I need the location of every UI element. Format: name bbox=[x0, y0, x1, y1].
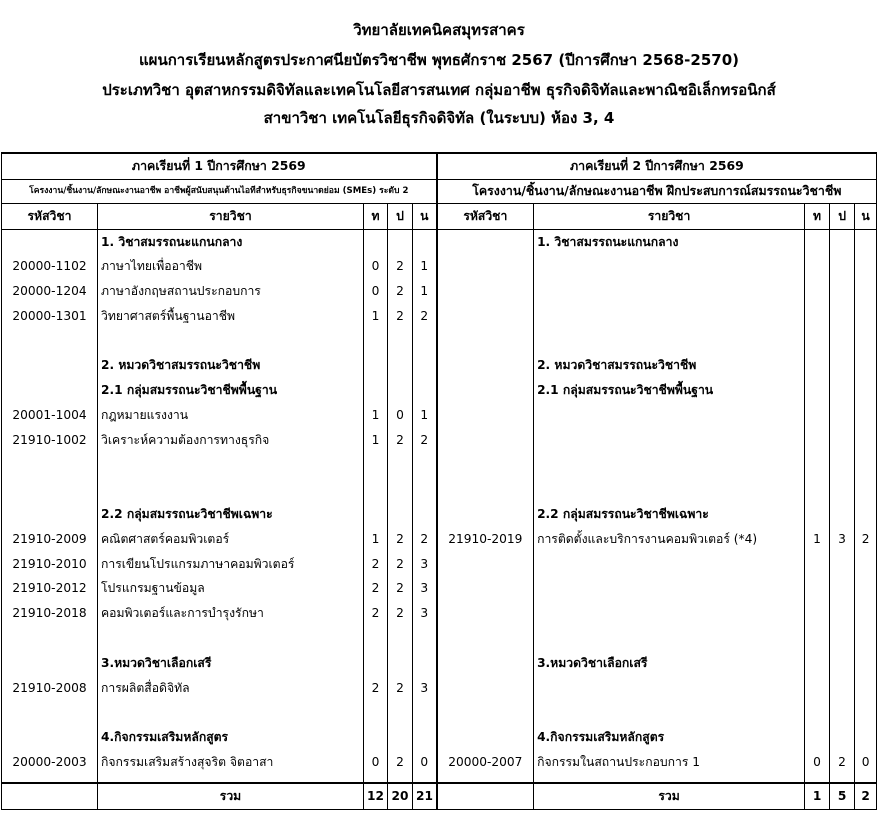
sem1-practice-hours bbox=[388, 353, 413, 378]
sem1-credits bbox=[413, 378, 437, 403]
sem2-course-code bbox=[437, 303, 534, 328]
sem2-course-code: 20000-2007 bbox=[437, 750, 534, 775]
sem1-course-code bbox=[2, 477, 98, 502]
table-row bbox=[2, 477, 877, 502]
sem2-course-name bbox=[534, 477, 805, 502]
sem1-theory-hours bbox=[364, 725, 388, 750]
spacer-cell bbox=[534, 775, 805, 783]
sem1-credits: 0 bbox=[413, 750, 437, 775]
sem1-course-code: 21910-2010 bbox=[2, 551, 98, 576]
sem2-credits bbox=[855, 700, 877, 725]
sem1-course-name bbox=[98, 477, 364, 502]
sem1-credits bbox=[413, 725, 437, 750]
sem2-theory-hours bbox=[805, 452, 830, 477]
table-row bbox=[2, 403, 877, 428]
sem1-theory-hours: 0 bbox=[364, 254, 388, 279]
program-type: ประเภทวิชา อุตสาหกรรมดิจิทัลและเทคโนโลยีสารสนเทศ กลุ่มอาชีพ ธุรกิจดิจิทัลและพาณิชอิเล็กทรอนิกส์ bbox=[102, 81, 776, 99]
sem2-course-name: 2.1 กลุ่มสมรรถนะวิชาชีพพื้นฐาน bbox=[534, 378, 805, 403]
sem1-course-name: 2. หมวดวิชาสมรรถนะวิชาชีพ bbox=[98, 353, 364, 378]
sem2-theory-hours bbox=[805, 378, 830, 403]
sem1-practice-hours: 2 bbox=[388, 551, 413, 576]
sem2-credits bbox=[855, 601, 877, 626]
sem2-theory-hours bbox=[805, 700, 830, 725]
sem2-theory-hours: 1 bbox=[805, 527, 830, 552]
table-row bbox=[2, 502, 877, 527]
sem2-practice-hours bbox=[830, 452, 855, 477]
sem1-course-name: 1. วิชาสมรรถนะแกนกลาง bbox=[98, 229, 364, 254]
col-theory-2: ท bbox=[805, 203, 830, 229]
sem1-credits: 1 bbox=[413, 279, 437, 304]
sem2-practice-hours bbox=[830, 700, 855, 725]
sem1-credits bbox=[413, 452, 437, 477]
sem2-course-name bbox=[534, 626, 805, 651]
semester-2-project: โครงงาน/ชิ้นงาน/ลักษณะงานอาชีพ ฝึกประสบการณ์สมรรถนะวิชาชีพ bbox=[437, 179, 877, 203]
sem1-course-code: 20000-1301 bbox=[2, 303, 98, 328]
table-row bbox=[2, 427, 877, 452]
sem1-theory-hours: 1 bbox=[364, 427, 388, 452]
total-practice-1: 20 bbox=[388, 783, 413, 810]
sem1-course-name bbox=[98, 626, 364, 651]
sem1-course-name: คอมพิวเตอร์และการบำรุงรักษา bbox=[98, 601, 364, 626]
sem2-credits bbox=[855, 651, 877, 676]
sem1-credits bbox=[413, 651, 437, 676]
sem2-practice-hours bbox=[830, 378, 855, 403]
sem2-theory-hours bbox=[805, 725, 830, 750]
table-row bbox=[2, 328, 877, 353]
spacer-row bbox=[2, 775, 877, 783]
sem2-credits bbox=[855, 576, 877, 601]
sem2-course-code bbox=[437, 328, 534, 353]
total-label-2: รวม bbox=[534, 783, 805, 810]
sem2-credits: 0 bbox=[855, 750, 877, 775]
sem1-theory-hours: 2 bbox=[364, 576, 388, 601]
table-row bbox=[2, 750, 877, 775]
sem1-theory-hours bbox=[364, 700, 388, 725]
sem1-practice-hours: 2 bbox=[388, 750, 413, 775]
sem1-course-code bbox=[2, 502, 98, 527]
sem2-course-name: 2.2 กลุ่มสมรรถนะวิชาชีพเฉพาะ bbox=[534, 502, 805, 527]
sem2-credits bbox=[855, 626, 877, 651]
sem2-theory-hours bbox=[805, 229, 830, 254]
sem1-theory-hours: 1 bbox=[364, 403, 388, 428]
sem1-course-name: กฎหมายแรงงาน bbox=[98, 403, 364, 428]
sem2-course-code bbox=[437, 353, 534, 378]
sem2-theory-hours bbox=[805, 254, 830, 279]
sem2-course-name bbox=[534, 601, 805, 626]
table-row bbox=[2, 229, 877, 254]
sem2-credits bbox=[855, 328, 877, 353]
sem1-practice-hours: 2 bbox=[388, 254, 413, 279]
sem1-credits: 3 bbox=[413, 601, 437, 626]
sem1-course-code: 20000-1204 bbox=[2, 279, 98, 304]
spacer-cell bbox=[437, 775, 534, 783]
sem2-course-name bbox=[534, 452, 805, 477]
sem2-theory-hours bbox=[805, 601, 830, 626]
sem2-practice-hours bbox=[830, 502, 855, 527]
study-plan-table bbox=[1, 152, 877, 810]
sem1-course-code: 21910-2018 bbox=[2, 601, 98, 626]
sem2-practice-hours bbox=[830, 303, 855, 328]
sem2-credits bbox=[855, 353, 877, 378]
sem2-theory-hours bbox=[805, 403, 830, 428]
sem2-practice-hours bbox=[830, 551, 855, 576]
table-row bbox=[2, 626, 877, 651]
semester-1-title: ภาคเรียนที่ 1 ปีการศึกษา 2569 bbox=[2, 153, 437, 179]
col-practice-1: ป bbox=[388, 203, 413, 229]
sem2-theory-hours bbox=[805, 427, 830, 452]
sem1-practice-hours: 2 bbox=[388, 303, 413, 328]
sem2-practice-hours bbox=[830, 353, 855, 378]
spacer-cell bbox=[388, 775, 413, 783]
sem1-course-code: 20000-2003 bbox=[2, 750, 98, 775]
sem1-course-code bbox=[2, 626, 98, 651]
total-theory-1: 12 bbox=[364, 783, 388, 810]
col-credit-1: น bbox=[413, 203, 437, 229]
table-row bbox=[2, 303, 877, 328]
total-spacer-2 bbox=[437, 783, 534, 810]
sem2-course-name: 4.กิจกรรมเสริมหลักสูตร bbox=[534, 725, 805, 750]
sem1-course-code: 20001-1004 bbox=[2, 403, 98, 428]
spacer-cell bbox=[364, 775, 388, 783]
sem2-credits bbox=[855, 378, 877, 403]
major-title: สาขาวิชา เทคโนโลยีธุรกิจดิจิทัล (ในระบบ) ห้อง 3, 4 bbox=[263, 109, 615, 127]
table-row bbox=[2, 651, 877, 676]
total-credit-2: 2 bbox=[855, 783, 877, 810]
table-row bbox=[2, 601, 877, 626]
sem1-theory-hours bbox=[364, 452, 388, 477]
sem2-practice-hours bbox=[830, 403, 855, 428]
sem2-theory-hours: 0 bbox=[805, 750, 830, 775]
sem2-credits bbox=[855, 229, 877, 254]
table-row bbox=[2, 378, 877, 403]
table-body bbox=[2, 229, 877, 783]
sem1-practice-hours: 2 bbox=[388, 527, 413, 552]
sem1-course-code: 21910-2009 bbox=[2, 527, 98, 552]
spacer-cell bbox=[2, 775, 98, 783]
sem1-course-name bbox=[98, 700, 364, 725]
sem2-theory-hours bbox=[805, 477, 830, 502]
sem2-credits bbox=[855, 675, 877, 700]
sem1-practice-hours bbox=[388, 378, 413, 403]
sem2-course-name bbox=[534, 254, 805, 279]
sem1-course-code bbox=[2, 725, 98, 750]
sem2-practice-hours bbox=[830, 576, 855, 601]
table-row bbox=[2, 725, 877, 750]
table-row bbox=[2, 452, 877, 477]
sem1-course-name: โปรแกรมฐานข้อมูล bbox=[98, 576, 364, 601]
sem1-course-name: 3.หมวดวิชาเลือกเสรี bbox=[98, 651, 364, 676]
sem2-credits bbox=[855, 452, 877, 477]
sem2-practice-hours bbox=[830, 254, 855, 279]
sem2-credits bbox=[855, 427, 877, 452]
sem2-course-code bbox=[437, 502, 534, 527]
sem1-theory-hours: 2 bbox=[364, 601, 388, 626]
sem2-credits bbox=[855, 502, 877, 527]
col-code-2: รหัสวิชา bbox=[437, 203, 534, 229]
col-practice-2: ป bbox=[830, 203, 855, 229]
sem1-practice-hours: 2 bbox=[388, 576, 413, 601]
sem1-practice-hours: 0 bbox=[388, 403, 413, 428]
sem2-practice-hours bbox=[830, 725, 855, 750]
sem2-practice-hours bbox=[830, 651, 855, 676]
sem2-credits: 2 bbox=[855, 527, 877, 552]
sem2-theory-hours bbox=[805, 551, 830, 576]
table-row bbox=[2, 279, 877, 304]
sem2-course-code bbox=[437, 452, 534, 477]
sem1-theory-hours: 1 bbox=[364, 303, 388, 328]
sem2-course-name bbox=[534, 303, 805, 328]
sem2-theory-hours bbox=[805, 675, 830, 700]
spacer-cell bbox=[98, 775, 364, 783]
sem1-theory-hours bbox=[364, 626, 388, 651]
sem1-credits bbox=[413, 626, 437, 651]
sem2-theory-hours bbox=[805, 328, 830, 353]
total-spacer-1 bbox=[2, 783, 98, 810]
table-row bbox=[2, 254, 877, 279]
sem1-course-code bbox=[2, 651, 98, 676]
sem2-credits bbox=[855, 477, 877, 502]
sem2-practice-hours: 3 bbox=[830, 527, 855, 552]
sem1-practice-hours bbox=[388, 328, 413, 353]
sem1-practice-hours bbox=[388, 626, 413, 651]
sem1-course-name: ภาษาอังกฤษสถานประกอบการ bbox=[98, 279, 364, 304]
sem1-course-name: ภาษาไทยเพื่ออาชีพ bbox=[98, 254, 364, 279]
sem2-course-code: 21910-2019 bbox=[437, 527, 534, 552]
sem1-course-code: 20000-1102 bbox=[2, 254, 98, 279]
sem1-theory-hours bbox=[364, 651, 388, 676]
sem2-practice-hours bbox=[830, 328, 855, 353]
sem1-course-code bbox=[2, 378, 98, 403]
sem1-practice-hours: 2 bbox=[388, 675, 413, 700]
table-row bbox=[2, 675, 877, 700]
total-credit-1: 21 bbox=[413, 783, 437, 810]
sem2-theory-hours bbox=[805, 303, 830, 328]
sem2-credits bbox=[855, 403, 877, 428]
sem2-course-code bbox=[437, 254, 534, 279]
spacer-cell bbox=[830, 775, 855, 783]
sem1-practice-hours bbox=[388, 651, 413, 676]
sem2-course-code bbox=[437, 551, 534, 576]
sem1-theory-hours bbox=[364, 477, 388, 502]
sem1-theory-hours: 1 bbox=[364, 527, 388, 552]
sem2-course-name bbox=[534, 551, 805, 576]
sem2-course-code bbox=[437, 279, 534, 304]
sem1-credits: 3 bbox=[413, 675, 437, 700]
sem1-course-code bbox=[2, 328, 98, 353]
sem1-course-name: 2.1 กลุ่มสมรรถนะวิชาชีพพื้นฐาน bbox=[98, 378, 364, 403]
sem1-practice-hours bbox=[388, 477, 413, 502]
col-code-1: รหัสวิชา bbox=[2, 203, 98, 229]
sem2-practice-hours: 2 bbox=[830, 750, 855, 775]
sem2-theory-hours bbox=[805, 353, 830, 378]
table-row bbox=[2, 527, 877, 552]
sem2-course-name bbox=[534, 427, 805, 452]
sem1-course-name: 2.2 กลุ่มสมรรถนะวิชาชีพเฉพาะ bbox=[98, 502, 364, 527]
sem2-course-code bbox=[437, 601, 534, 626]
sem1-theory-hours bbox=[364, 502, 388, 527]
sem2-practice-hours bbox=[830, 477, 855, 502]
sem1-course-name bbox=[98, 452, 364, 477]
table-row bbox=[2, 576, 877, 601]
sem2-course-name bbox=[534, 279, 805, 304]
sem1-practice-hours bbox=[388, 725, 413, 750]
sem2-course-code bbox=[437, 427, 534, 452]
sem1-course-code bbox=[2, 229, 98, 254]
sem1-theory-hours: 2 bbox=[364, 675, 388, 700]
col-name-1: รายวิชา bbox=[98, 203, 364, 229]
sem1-credits bbox=[413, 477, 437, 502]
sem2-course-name bbox=[534, 576, 805, 601]
sem1-course-code: 21910-1002 bbox=[2, 427, 98, 452]
table-row bbox=[2, 353, 877, 378]
sem1-theory-hours: 2 bbox=[364, 551, 388, 576]
total-label-1: รวม bbox=[98, 783, 364, 810]
sem1-practice-hours bbox=[388, 700, 413, 725]
sem2-practice-hours bbox=[830, 279, 855, 304]
sem1-credits: 3 bbox=[413, 551, 437, 576]
sem2-practice-hours bbox=[830, 229, 855, 254]
sem1-theory-hours bbox=[364, 353, 388, 378]
sem2-course-code bbox=[437, 700, 534, 725]
sem1-course-name: คณิตศาสตร์คอมพิวเตอร์ bbox=[98, 527, 364, 552]
sem1-theory-hours: 0 bbox=[364, 279, 388, 304]
sem2-theory-hours bbox=[805, 651, 830, 676]
sem2-credits bbox=[855, 725, 877, 750]
sem1-practice-hours: 2 bbox=[388, 427, 413, 452]
sem1-course-name: การผลิตสื่อดิจิทัล bbox=[98, 675, 364, 700]
sem2-theory-hours bbox=[805, 279, 830, 304]
sem2-course-code bbox=[437, 229, 534, 254]
sem1-course-code bbox=[2, 700, 98, 725]
sem2-course-name: 2. หมวดวิชาสมรรถนะวิชาชีพ bbox=[534, 353, 805, 378]
table-row bbox=[2, 700, 877, 725]
sem2-practice-hours bbox=[830, 675, 855, 700]
col-name-2: รายวิชา bbox=[534, 203, 805, 229]
sem1-credits: 1 bbox=[413, 403, 437, 428]
sem2-theory-hours bbox=[805, 576, 830, 601]
sem1-credits: 1 bbox=[413, 254, 437, 279]
sem2-course-name: 1. วิชาสมรรถนะแกนกลาง bbox=[534, 229, 805, 254]
sem2-credits bbox=[855, 254, 877, 279]
sem2-theory-hours bbox=[805, 626, 830, 651]
sem2-course-name: 3.หมวดวิชาเลือกเสรี bbox=[534, 651, 805, 676]
sem2-course-code bbox=[437, 403, 534, 428]
sem2-theory-hours bbox=[805, 502, 830, 527]
sem1-course-name: การเขียนโปรแกรมภาษาคอมพิวเตอร์ bbox=[98, 551, 364, 576]
sem1-course-code bbox=[2, 353, 98, 378]
total-theory-2: 1 bbox=[805, 783, 830, 810]
sem2-course-code bbox=[437, 675, 534, 700]
sem1-practice-hours: 2 bbox=[388, 601, 413, 626]
sem2-credits bbox=[855, 551, 877, 576]
sem1-course-name: กิจกรรมเสริมสร้างสุจริต จิตอาสา bbox=[98, 750, 364, 775]
sem1-course-name: วิทยาศาสตร์พื้นฐานอาชีพ bbox=[98, 303, 364, 328]
curriculum-title: แผนการเรียนหลักสูตรประกาศนียบัตรวิชาชีพ พุทธศักราช 2567 (ปีการศึกษา 2568-2570) bbox=[139, 51, 739, 69]
sem2-credits bbox=[855, 303, 877, 328]
sem1-practice-hours: 2 bbox=[388, 279, 413, 304]
sem1-credits: 3 bbox=[413, 576, 437, 601]
sem2-course-code bbox=[437, 576, 534, 601]
sem1-credits: 2 bbox=[413, 303, 437, 328]
sem1-course-code bbox=[2, 452, 98, 477]
sem1-credits: 2 bbox=[413, 527, 437, 552]
sem1-credits bbox=[413, 353, 437, 378]
sem1-theory-hours bbox=[364, 378, 388, 403]
semester-1-project: โครงงาน/ชิ้นงาน/ลักษณะงานอาชีพ อาชีพผู้สนับสนุนด้านไอทีสำหรับธุรกิจขนาดย่อม (SMEs) ระดับ 2 bbox=[2, 179, 437, 203]
sem1-course-code: 21910-2008 bbox=[2, 675, 98, 700]
sem1-practice-hours bbox=[388, 452, 413, 477]
sem2-course-code bbox=[437, 626, 534, 651]
sem1-credits bbox=[413, 229, 437, 254]
sem2-course-name bbox=[534, 403, 805, 428]
sem2-course-code bbox=[437, 725, 534, 750]
sem2-practice-hours bbox=[830, 427, 855, 452]
sem2-credits bbox=[855, 279, 877, 304]
spacer-cell bbox=[805, 775, 830, 783]
sem2-course-name: กิจกรรมในสถานประกอบการ 1 bbox=[534, 750, 805, 775]
sem1-credits bbox=[413, 502, 437, 527]
sem1-course-code: 21910-2012 bbox=[2, 576, 98, 601]
sem1-course-name bbox=[98, 328, 364, 353]
sem1-theory-hours bbox=[364, 229, 388, 254]
sem2-course-code bbox=[437, 651, 534, 676]
sem2-course-code bbox=[437, 477, 534, 502]
sem2-practice-hours bbox=[830, 601, 855, 626]
spacer-cell bbox=[413, 775, 437, 783]
sem1-course-name: วิเคราะห์ความต้องการทางธุรกิจ bbox=[98, 427, 364, 452]
sem1-credits: 2 bbox=[413, 427, 437, 452]
sem2-course-name bbox=[534, 675, 805, 700]
college-name: วิทยาลัยเทคนิคสมุทรสาคร bbox=[353, 21, 525, 39]
sem2-course-name: การติดตั้งและบริการงานคอมพิวเตอร์ (*4) bbox=[534, 527, 805, 552]
sem2-course-code bbox=[437, 378, 534, 403]
sem1-course-name: 4.กิจกรรมเสริมหลักสูตร bbox=[98, 725, 364, 750]
col-theory-1: ท bbox=[364, 203, 388, 229]
total-practice-2: 5 bbox=[830, 783, 855, 810]
col-credit-2: น bbox=[855, 203, 877, 229]
semester-2-title: ภาคเรียนที่ 2 ปีการศึกษา 2569 bbox=[437, 153, 877, 179]
sem1-credits bbox=[413, 700, 437, 725]
sem1-practice-hours bbox=[388, 502, 413, 527]
sem2-course-name bbox=[534, 700, 805, 725]
sem1-theory-hours bbox=[364, 328, 388, 353]
sem2-course-name bbox=[534, 328, 805, 353]
sem2-practice-hours bbox=[830, 626, 855, 651]
table-row bbox=[2, 551, 877, 576]
sem1-credits bbox=[413, 328, 437, 353]
sem1-practice-hours bbox=[388, 229, 413, 254]
spacer-cell bbox=[855, 775, 877, 783]
sem1-theory-hours: 0 bbox=[364, 750, 388, 775]
